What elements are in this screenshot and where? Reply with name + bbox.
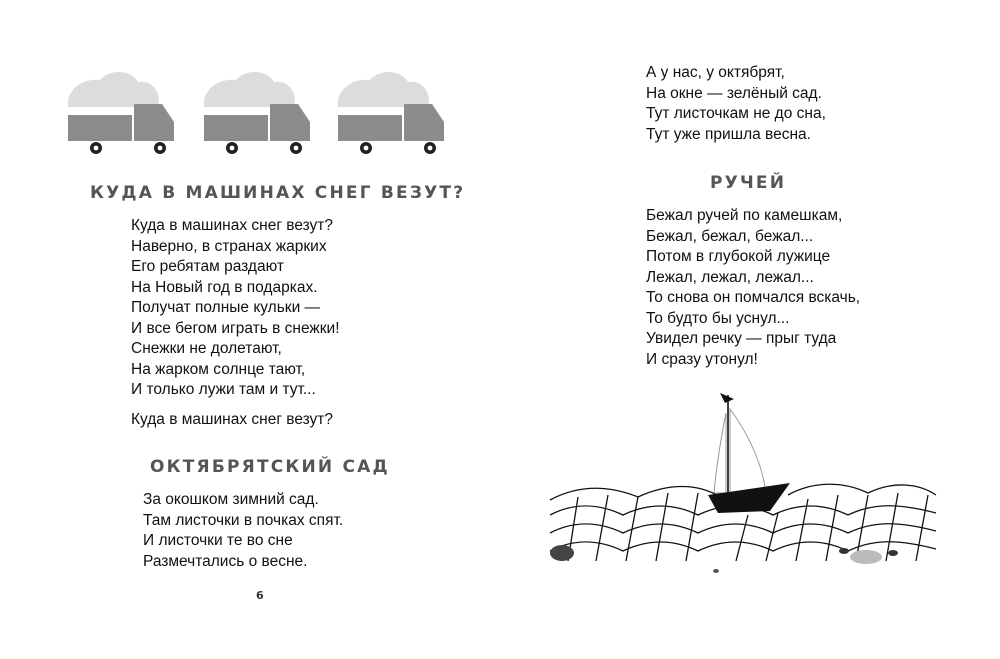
poem-title-garden: ОКТЯБРЯТСКИЙ САД <box>150 457 390 477</box>
truck-icon <box>68 72 174 154</box>
pebbles <box>550 545 898 573</box>
poem-line: На Новый год в подарках. <box>131 278 318 296</box>
poem-line: За окошком зимний сад. <box>143 491 319 508</box>
poem-line: И только лужи там и тут... <box>131 381 316 398</box>
poem-line: Тут уже пришла весна. <box>646 125 811 143</box>
poem-line: На жарком солнце тают, <box>131 360 306 378</box>
poem-garden-stanza <box>143 490 343 572</box>
poem-snow-stanza <box>131 216 340 401</box>
poem-line: Увидел речку — прыг туда <box>646 330 837 347</box>
sailboat-sea-illustration <box>548 385 938 585</box>
poem-line: Размечтались о весне. <box>143 552 308 570</box>
poem-line: И все бегом играть в снежки! <box>131 319 340 337</box>
poem-line: Куда в машинах снег везут? <box>131 217 334 234</box>
poem-line: Лежал, лежал, лежал... <box>646 268 814 286</box>
poem-line: Бежал, бежал, бежал... <box>646 227 814 245</box>
poem-line: И листочки те во сне <box>143 532 293 549</box>
poem-title-stream: РУЧЕЙ <box>710 173 787 193</box>
poem-line: То будто бы уснул... <box>646 309 790 327</box>
poem-line: Там листочки в почках спят. <box>143 511 344 529</box>
poem-line: На окне — зелёный сад. <box>646 84 822 102</box>
poem-line: И сразу утонул! <box>646 350 758 368</box>
truck-icon <box>338 72 444 154</box>
truck-icon <box>204 72 310 154</box>
poem-line: Наверно, в странах жарких <box>131 237 327 255</box>
poem-line: Бежал ручей по камешкам, <box>646 207 843 224</box>
sailboat-icon <box>708 393 790 513</box>
poem-stream-stanza <box>646 206 860 370</box>
poem-line: Его ребятам раздают <box>131 258 284 275</box>
poem-line: Снежки не долетают, <box>131 340 282 357</box>
page-number: 6 <box>256 589 264 602</box>
poem-line: Потом в глубокой лужице <box>646 248 831 265</box>
poem-line: Получат полные кульки — <box>131 299 321 316</box>
truck-illustration <box>62 60 472 160</box>
poem-closing-line: Куда в машинах снег везут? <box>131 411 334 428</box>
poem-garden-continued <box>646 63 826 145</box>
poem-title-snow: КУДА В МАШИНАХ СНЕГ ВЕЗУТ? <box>90 183 466 203</box>
poem-line: А у нас, у октябрят, <box>646 64 785 81</box>
poem-line: То снова он помчался вскачь, <box>646 289 861 306</box>
poem-line: Тут листочкам не до сна, <box>646 105 826 122</box>
